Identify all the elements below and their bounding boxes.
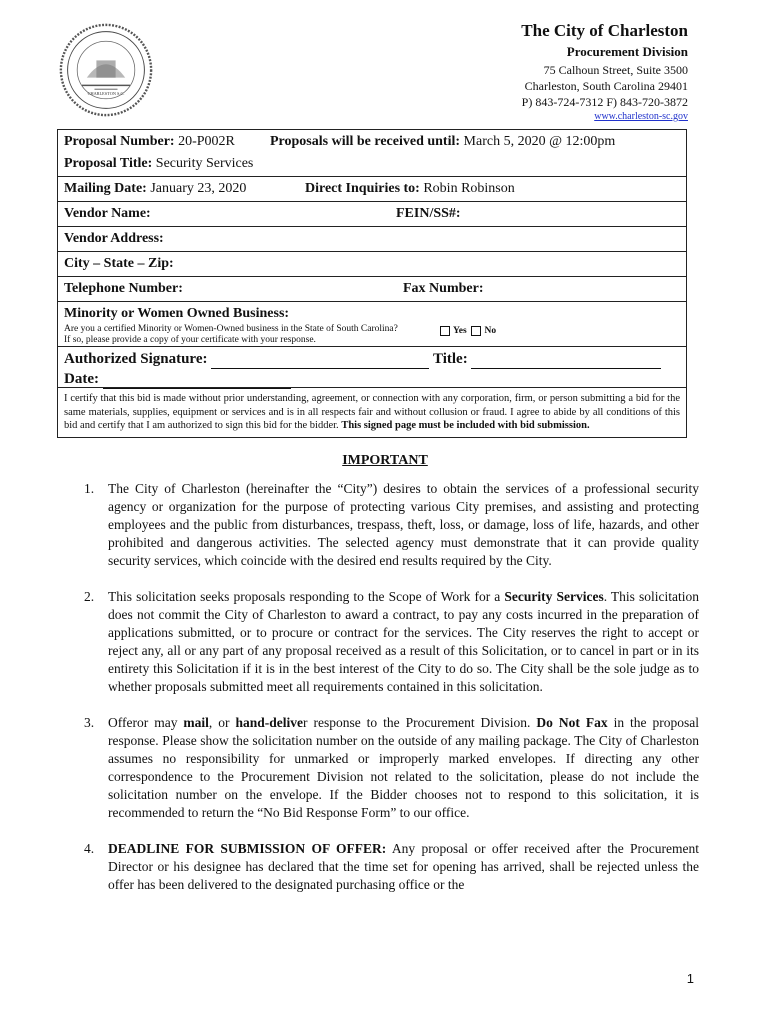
address-line-2: Charleston, South Carolina 29401 <box>524 79 688 93</box>
item-number: 4. <box>84 841 95 856</box>
division-name: Procurement Division <box>566 44 688 59</box>
mailing-date: January 23, 2020 <box>150 181 247 196</box>
address-line-1: 75 Calhoun Street, Suite 3500 <box>543 63 688 77</box>
proposal-form <box>57 129 687 438</box>
certify-body: I certify that this bid is made without prior understanding, agreement, or connection with any corporation, firm, or person submitting a bid for the same materials, supplies, equipment or services and is in all respects fair and without collusion or fraud. I agree to abide by all conditions of this bid and certify that I am authorized to sign this bid for the bidder. <box>64 393 680 431</box>
item-text: The City of Charleston (hereinafter the “City”) desires to obtain the services of a professional security agency or organization for the purpose of protecting various City premises, and assisting and protecting employees and the public from disturbances, trespass, theft, loss, or damage, loss of life, hazards, and other prohibited and dangerous activities. The selected agency must demonstrate that it can provide quality security services, which coincide with the desired end results required by the City. <box>108 481 699 568</box>
svg-text:CHARLESTON S.C.: CHARLESTON S.C. <box>87 90 125 96</box>
row-proposal-number <box>58 130 686 154</box>
proposal-title: Security Services <box>155 156 254 171</box>
signature-label: Authorized Signature: <box>64 351 208 367</box>
row-city-state-zip[interactable] <box>58 252 686 277</box>
item-text: DEADLINE FOR SUBMISSION OF OFFER: Any proposal or offer received after the Procurement Director or his designee has declared that the time set for opening has arrived, shall be rejected unless the offer has been delivered to the designated purchasing office or the <box>108 841 700 892</box>
no-checkbox[interactable] <box>471 326 481 336</box>
yes-label: Yes <box>453 326 467 337</box>
vendor-name-label: Vendor Name: <box>64 206 151 221</box>
mailing-date-label: Mailing Date: <box>64 181 147 196</box>
received-until-label: Proposals will be received until: <box>270 134 461 149</box>
minority-question-1: Are you a certified Minority or Women-Owned business in the State of South Carolina? <box>64 324 398 334</box>
row-signature <box>58 347 686 388</box>
inquiries-label: Direct Inquiries to: <box>305 181 420 196</box>
list-item <box>84 714 699 822</box>
minority-label: Minority or Women Owned Business: <box>64 306 290 321</box>
fein-label: FEIN/SS#: <box>396 206 461 221</box>
city-state-zip-label: City – State – Zip: <box>64 256 174 271</box>
list-item <box>84 840 699 894</box>
row-telephone[interactable] <box>58 277 686 302</box>
row-proposal-title <box>58 154 686 177</box>
important-heading: IMPORTANT <box>342 453 428 468</box>
date-line[interactable] <box>103 374 291 389</box>
proposal-title-label: Proposal Title: <box>64 156 153 171</box>
row-vendor-address[interactable] <box>58 227 686 252</box>
telephone-label: Telephone Number: <box>64 281 183 296</box>
title-label: Title: <box>432 351 468 367</box>
item-text: This solicitation seeks proposals responding to the Scope of Work for a Security Services. This solicitation does not commit the City of Charleston to award a contract, to pay any costs incurred in the preparation of applications submitted, or to procure or contract for the services. The City reserves the right to accept or reject any, all or any part of any proposal received as a result of this Solicitation, or to cancel in part or in its entirety this Solicitation if it is in the best interest of the City to do so. The City shall be the sole judge as to whether proposals submitted meet all requirements contained in this solicitation. <box>108 589 699 694</box>
title-line[interactable] <box>471 354 661 369</box>
certification-text <box>58 388 686 437</box>
fax-label: Fax Number: <box>403 281 484 296</box>
proposal-number-label: Proposal Number: <box>64 134 175 149</box>
list-item <box>84 480 699 570</box>
item-number: 1. <box>84 481 95 496</box>
city-seal-logo <box>58 22 154 118</box>
item-number: 2. <box>84 589 95 604</box>
signature-line[interactable] <box>211 354 429 369</box>
item-number: 3. <box>84 715 95 730</box>
page-number: 1 <box>686 971 694 986</box>
item-text: Offeror may mail, or hand-deliver response to the Procurement Division. Do Not Fax in the proposal response. Please show the solicitation number on the outside of any mailing package. The City of Charleston assumes no responsibility for unmarked or improperly marked envelopes. If directing any other correspondence to the Procurement Division not related to the solicitation, please do not include the solicitation number on the envelope. If the Bidder chooses not to respond to this solicitation, it is recommended to return the “No Bid Response Form” to our office. <box>108 715 699 820</box>
yes-checkbox[interactable] <box>440 326 450 336</box>
list-item <box>84 588 699 696</box>
vendor-address-label: Vendor Address: <box>64 231 164 246</box>
certify-bold: This signed page must be included with bid submission. <box>341 420 590 431</box>
no-label: No <box>484 326 497 337</box>
minority-question-2: If so, please provide a copy of your certificate with your response. <box>64 335 316 345</box>
date-label: Date: <box>64 371 99 387</box>
inquiries-contact: Robin Robinson <box>423 181 515 196</box>
proposal-number: 20-P002R <box>178 134 235 149</box>
phone-fax: P) 843-724-7312 F) 843-720-3872 <box>521 95 688 109</box>
row-mailing-date <box>58 177 686 202</box>
row-vendor-name[interactable] <box>58 202 686 227</box>
received-until: March 5, 2020 @ 12:00pm <box>463 134 616 149</box>
important-list <box>84 480 699 912</box>
city-name: The City of Charleston <box>521 21 688 40</box>
row-minority-business <box>58 302 686 347</box>
header-block <box>521 20 688 124</box>
website-link[interactable]: www.charleston-sc.gov <box>594 111 688 122</box>
